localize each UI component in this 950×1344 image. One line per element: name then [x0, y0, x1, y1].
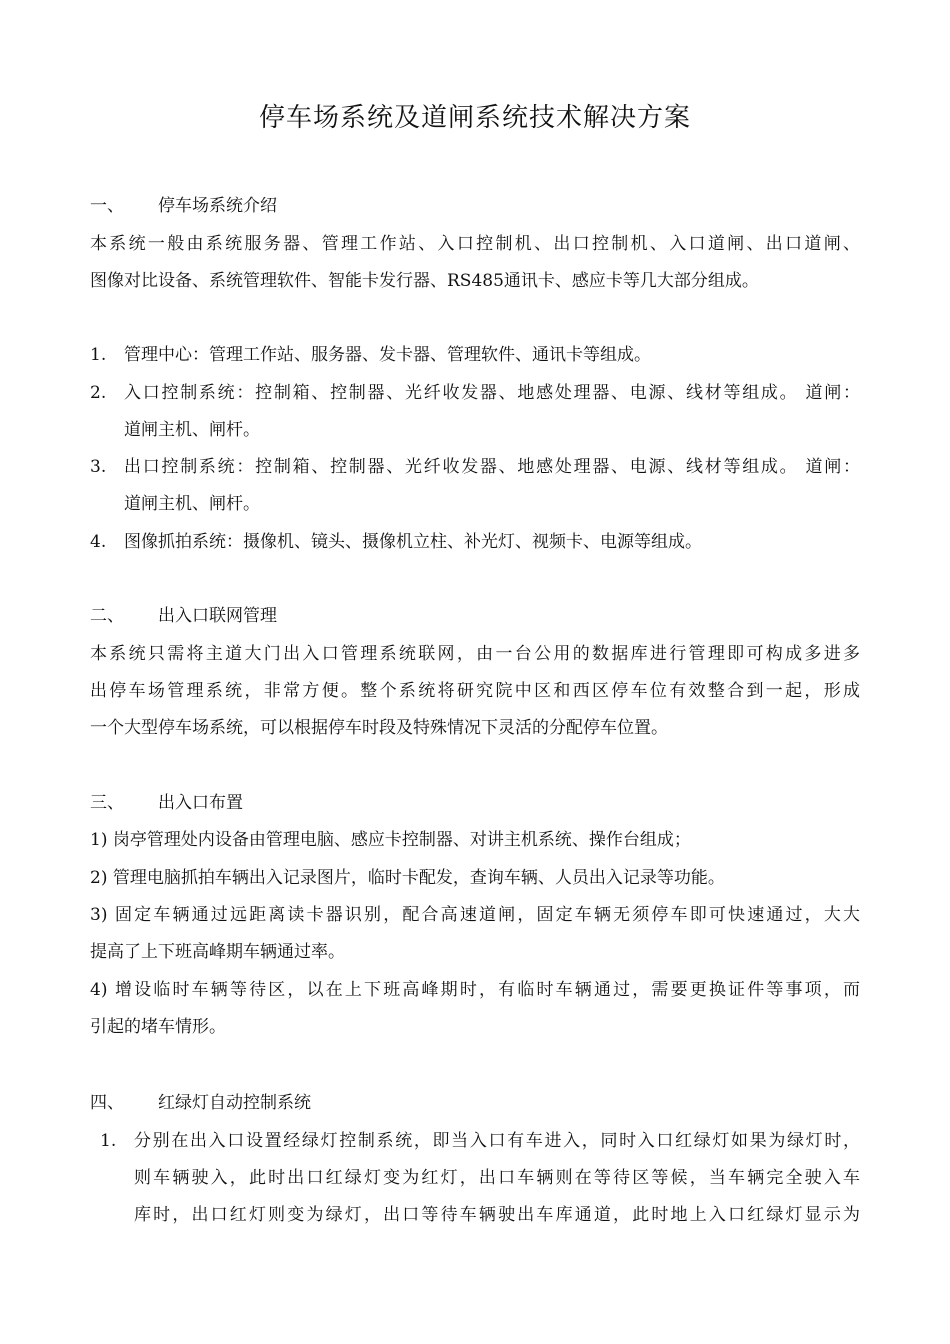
section-3-number: 三、: [90, 793, 124, 813]
section-3-item-4-line-1: 4) 增设临时车辆等待区，以在上下班高峰期时，有临时车辆通过，需要更换证件等事项，而: [90, 980, 860, 1000]
list-item-3-number: 3.: [90, 457, 107, 477]
section-3-item-2: 2) 管理电脑抓拍车辆出入记录图片，临时卡配发，查询车辆、人员出入记录等功能。: [90, 868, 725, 888]
list-item-3-continuation: 道闸主机、闸杆。: [124, 494, 260, 514]
section-2-para-line-2: 出停车场管理系统，非常方便。整个系统将研究院中区和西区停车位有效整合到一起，形成: [90, 681, 860, 701]
section-3-item-4-line-2: 引起的堵车情形。: [90, 1017, 226, 1037]
section-3-item-3-line-1: 3) 固定车辆通过远距离读卡器识别，配合高速道闸，固定车辆无须停车即可快速通过，大大: [90, 905, 860, 925]
section-4-number: 四、: [90, 1093, 124, 1113]
section-1-number: 一、: [90, 196, 124, 216]
section-4-item-1-number: 1.: [100, 1131, 117, 1151]
section-3-item-1: 1) 岗亭管理处内设备由管理电脑、感应卡控制器、对讲主机系统、操作台组成；: [90, 830, 691, 850]
list-item-1-number: 1.: [90, 345, 107, 365]
list-item-1-text: 管理中心：管理工作站、服务器、发卡器、管理软件、通讯卡等组成。: [124, 345, 651, 365]
section-1-para-line-2: 图像对比设备、系统管理软件、智能卡发行器、RS485通讯卡、感应卡等几大部分组成。: [90, 271, 759, 291]
list-item-2-continuation: 道闸主机、闸杆。: [124, 420, 260, 440]
list-item-4-number: 4.: [90, 532, 107, 552]
section-2-heading: 出入口联网管理: [158, 606, 277, 626]
list-item-4-text: 图像抓拍系统：摄像机、镜头、摄像机立柱、补光灯、视频卡、电源等组成。: [124, 532, 702, 552]
section-2-para-line-3: 一个大型停车场系统，可以根据停车时段及特殊情况下灵活的分配停车位置。: [90, 718, 668, 738]
section-4-item-1-line-2: 则车辆驶入，此时出口红绿灯变为红灯，出口车辆则在等待区等候，当车辆完全驶入车: [134, 1168, 860, 1188]
section-4-heading: 红绿灯自动控制系统: [158, 1093, 311, 1113]
section-4-item-1-line-3: 库时，出口红灯则变为绿灯，出口等待车辆驶出车库通道，此时地上入口红绿灯显示为: [134, 1205, 860, 1225]
section-3-heading: 出入口布置: [158, 793, 243, 813]
section-3-item-3-line-2: 提高了上下班高峰期车辆通过率。: [90, 942, 345, 962]
list-item-2-number: 2.: [90, 383, 107, 403]
section-2-number: 二、: [90, 606, 124, 626]
section-1-para-line-1: 本系统一般由系统服务器、管理工作站、入口控制机、出口控制机、入口道闸、出口道闸、: [90, 234, 860, 254]
section-1-heading: 停车场系统介绍: [158, 196, 277, 216]
page-title: 停车场系统及道闸系统技术解决方案: [258, 103, 691, 133]
list-item-3-text: 出口控制系统：控制箱、控制器、光纤收发器、地感处理器、电源、线材等组成。 道闸：: [124, 457, 860, 477]
section-4-item-1-line-1: 分别在出入口设置经绿灯控制系统，即当入口有车进入，同时入口红绿灯如果为绿灯时，: [134, 1131, 860, 1151]
section-2-para-line-1: 本系统只需将主道大门出入口管理系统联网，由一台公用的数据库进行管理即可构成多进多: [90, 644, 860, 664]
list-item-2-text: 入口控制系统：控制箱、控制器、光纤收发器、地感处理器、电源、线材等组成。 道闸：: [124, 383, 860, 403]
